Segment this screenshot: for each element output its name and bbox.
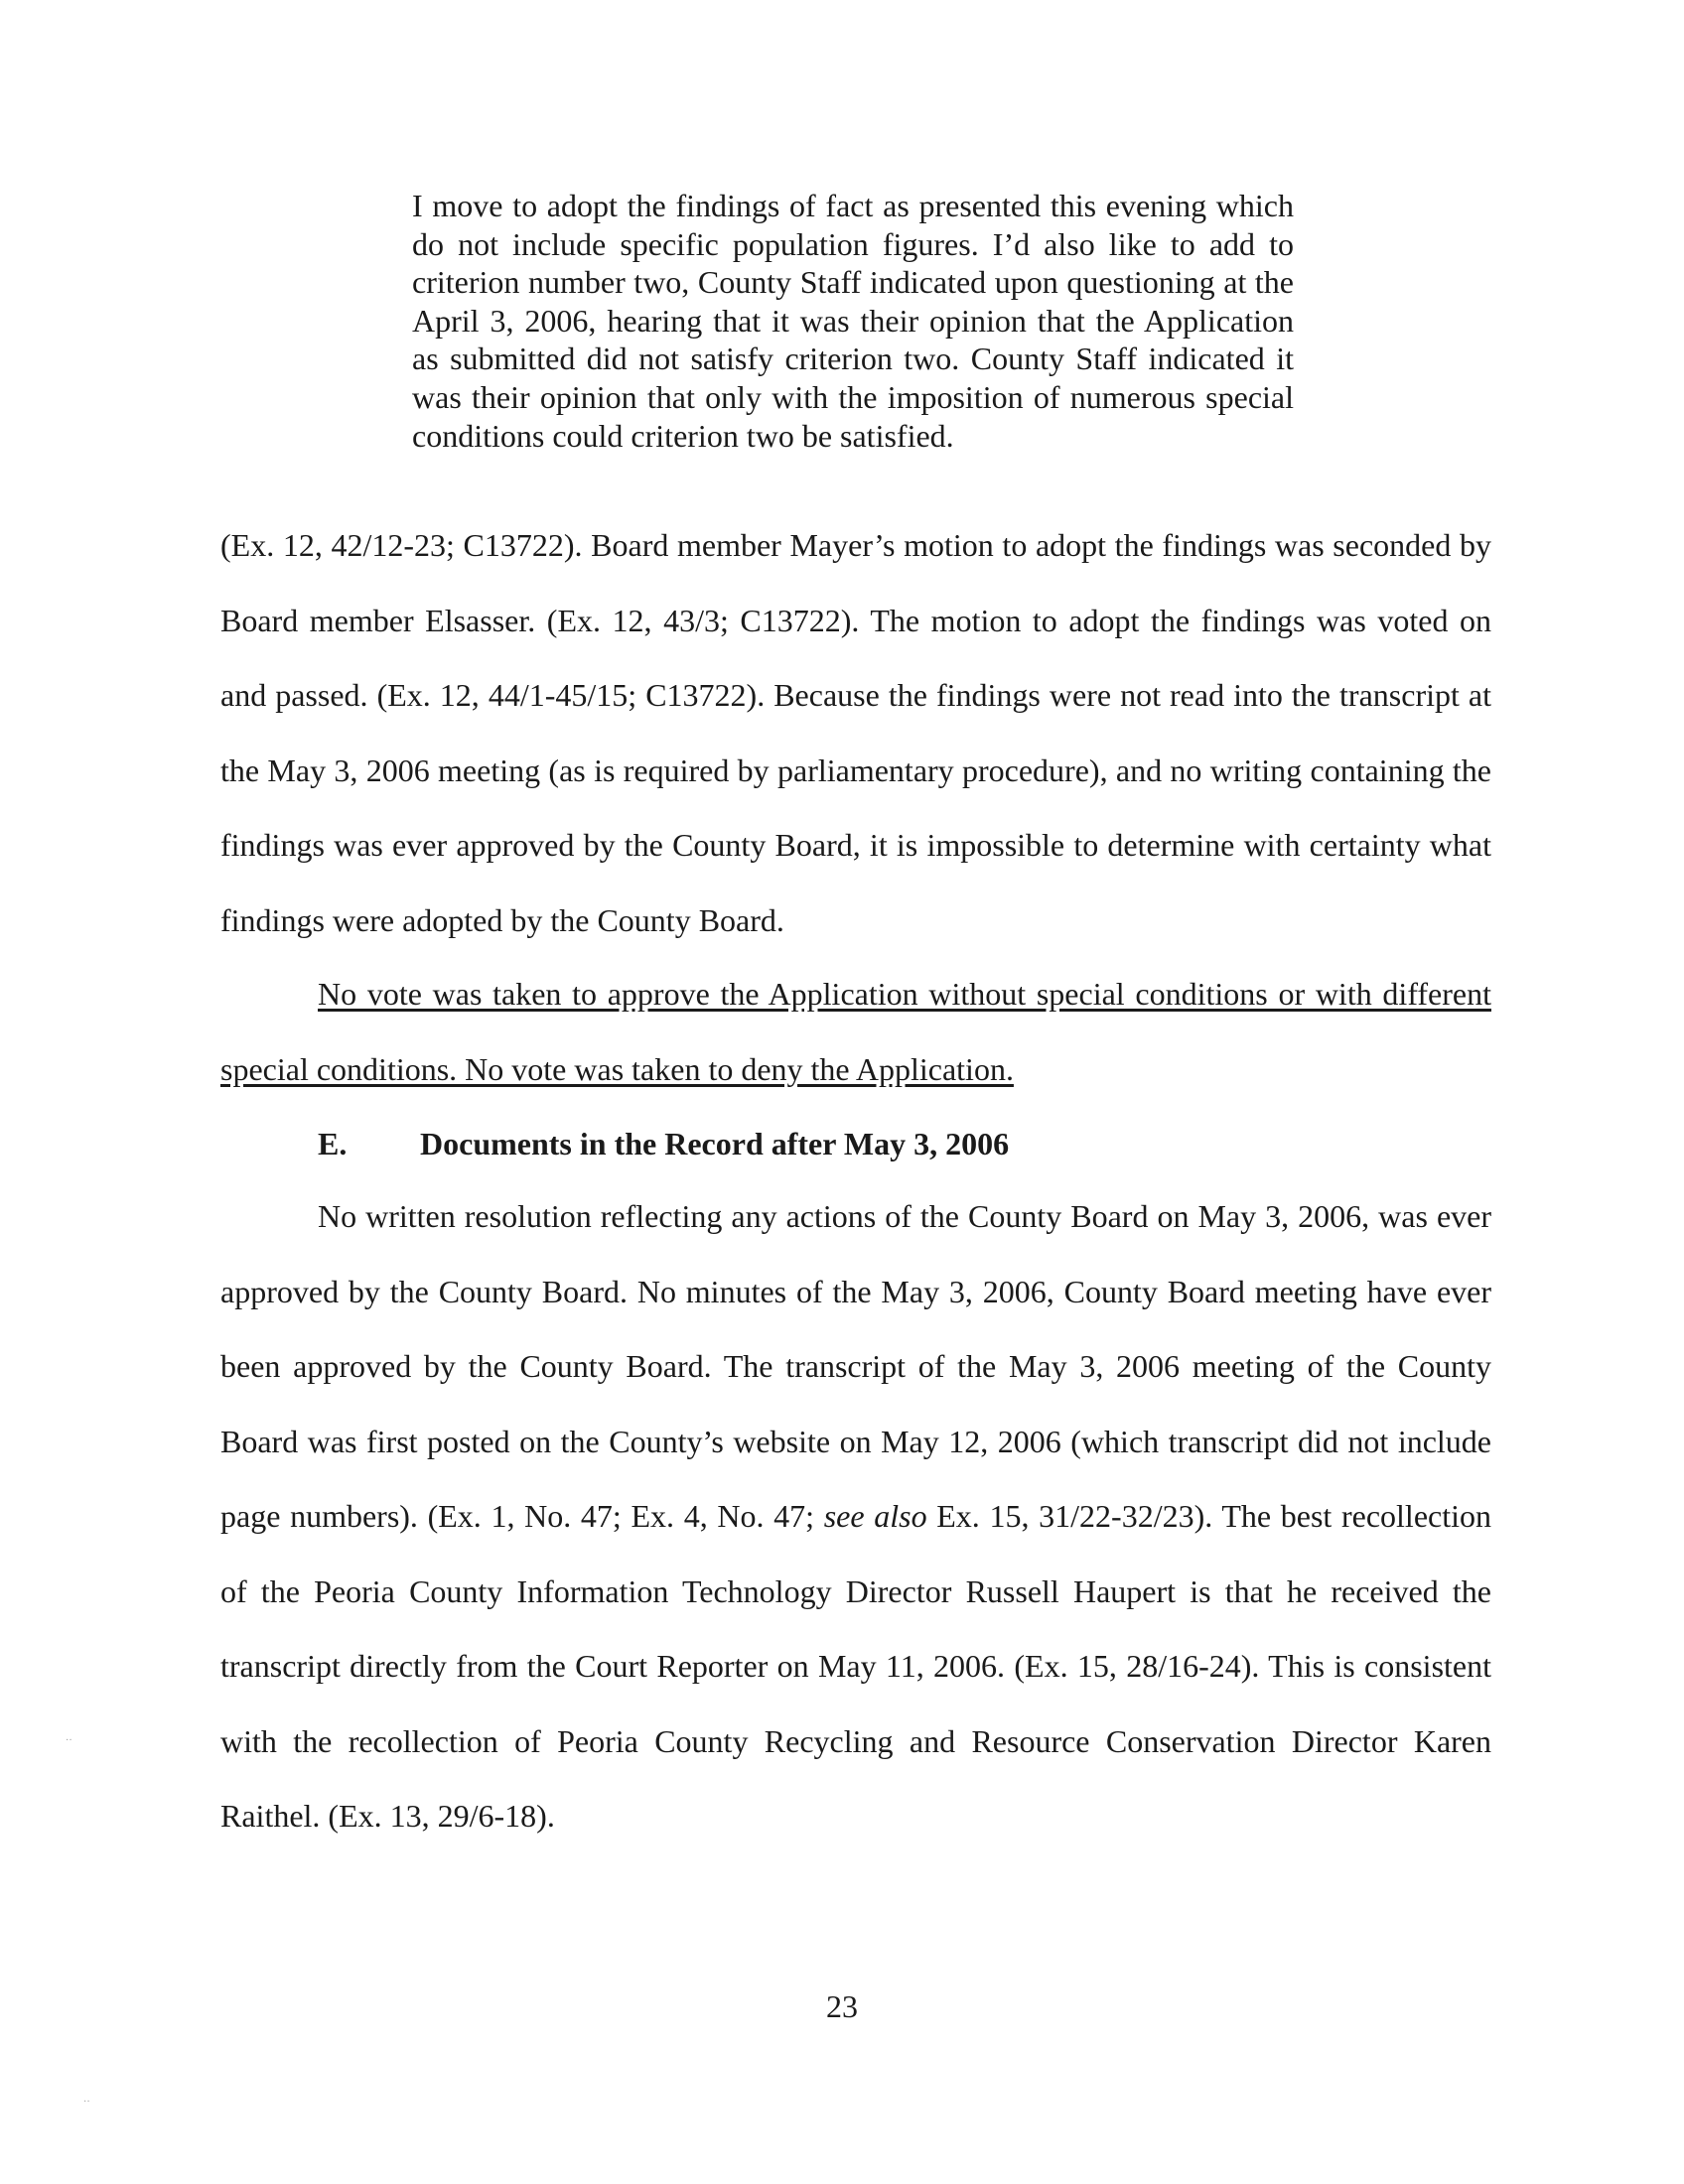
- paragraph-motion-findings: (Ex. 12, 42/12-23; C13722). Board member Mayer’s motion to adopt the findings was seconded by Board member Elsasser. (Ex. 12, 43/3; C13722). The motion to adopt the findings was voted on and passed. (Ex. 12, 44/1-45/15; C13722). Because the findings were not read into the transcript at the May 3, 2006 meeting (as is required by parliamentary procedure), and no writing containing the findings was ever approved by the County Board, it is impossible to determine with certainty what findings were adopted by the County Board.: [220, 527, 1491, 938]
- section-title: Documents in the Record after May 3, 2006: [420, 1126, 1010, 1161]
- scan-speck: ··: [83, 2097, 90, 2108]
- page-number: 23: [826, 1988, 858, 2024]
- paragraph-text-start: No written resolution reflecting any actions of the County Board on May 3, 2006, was ever approved by the County Board. No minutes of the May 3, 2006, County Board meeting have ever been approved by the County Board. The transcript of the May 3, 2006 meeting of the County Board was first posted on the County’s website on May 12, 2006 (which transcript did not include page numbers). (Ex. 1, No. 47; Ex. 4, No. 47;: [220, 1198, 1491, 1534]
- section-heading: [318, 1126, 1009, 1162]
- block-quote: I move to adopt the findings of fact as presented this evening which do not include specific population figures. I’d also like to add to criterion number two, County Staff indicated upon questioning at the April 3, 2006, hearing that it was their opinion that the Application as submitted did not satisfy criterion two. County Staff indicated it was their opinion that only with the imposition of numerous special conditions could criterion two be satisfied.: [412, 188, 1294, 454]
- scan-speck: ··: [66, 1735, 72, 1746]
- paragraph-text-end: Ex. 15, 31/22-32/23). The best recollection of the Peoria County Information Technology Director Russell Haupert is that he received the transcript directly from the Court Reporter on May 11, 2006. (Ex. 15, 28/16-24). This is consistent with the recollection of Peoria County Recycling and Resource Conservation Director Karen Raithel. (Ex. 13, 29/6-18).: [220, 1498, 1492, 1834]
- paragraph-documents-record: [220, 1179, 1491, 1854]
- italic-signal: see also: [823, 1498, 927, 1534]
- paragraph-no-vote: [220, 957, 1491, 1107]
- underlined-text: No vote was taken to approve the Application without special conditions or with different special conditions. No vote was taken to deny the Application.: [220, 976, 1491, 1087]
- section-label: E.: [318, 1126, 348, 1161]
